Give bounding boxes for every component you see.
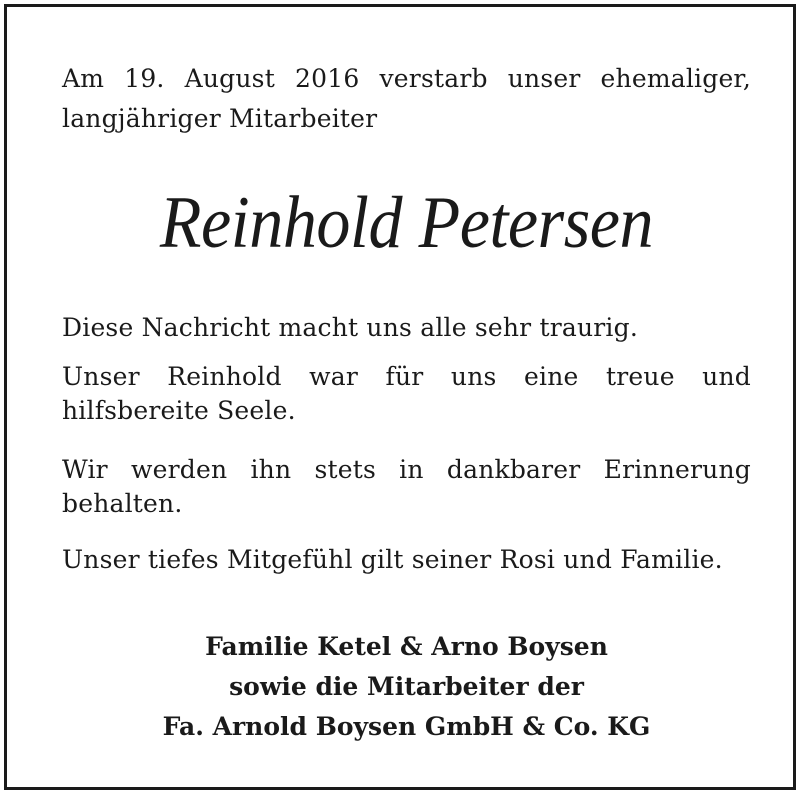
paragraph-3-line-2: behalten. [62, 489, 183, 518]
signature-block [62, 627, 751, 747]
signature-line-3: Fa. Arnold Boysen GmbH & Co. KG [162, 712, 651, 741]
intro-line-1: Am 19. August 2016 verstarb unser ehemaliger, [62, 64, 751, 93]
obituary-frame [4, 4, 796, 790]
paragraph-3 [62, 453, 751, 521]
paragraph-2-line-2: hilfsbereite Seele. [62, 396, 296, 425]
signature-line-1: Familie Ketel & Arno Boysen [205, 632, 608, 661]
paragraph-4-text: Unser tiefes Mitgefühl gilt seiner Rosi und Familie. [62, 545, 723, 574]
paragraph-2-line-1: Unser Reinhold war für uns eine treue und [62, 362, 751, 391]
paragraph-1-text: Diese Nachricht macht uns alle sehr traurig. [62, 313, 638, 342]
intro-line-2: langjähriger Mitarbeiter [62, 104, 378, 133]
signature-line-2: sowie die Mitarbeiter der [229, 672, 584, 701]
paragraph-4 [62, 543, 751, 577]
deceased-name: Reinhold Petersen [159, 182, 654, 264]
paragraph-2 [62, 360, 751, 428]
paragraph-3-line-1: Wir werden ihn stets in dankbarer Erinnerung [62, 455, 751, 484]
paragraph-1 [62, 311, 751, 345]
intro-text [62, 59, 751, 139]
